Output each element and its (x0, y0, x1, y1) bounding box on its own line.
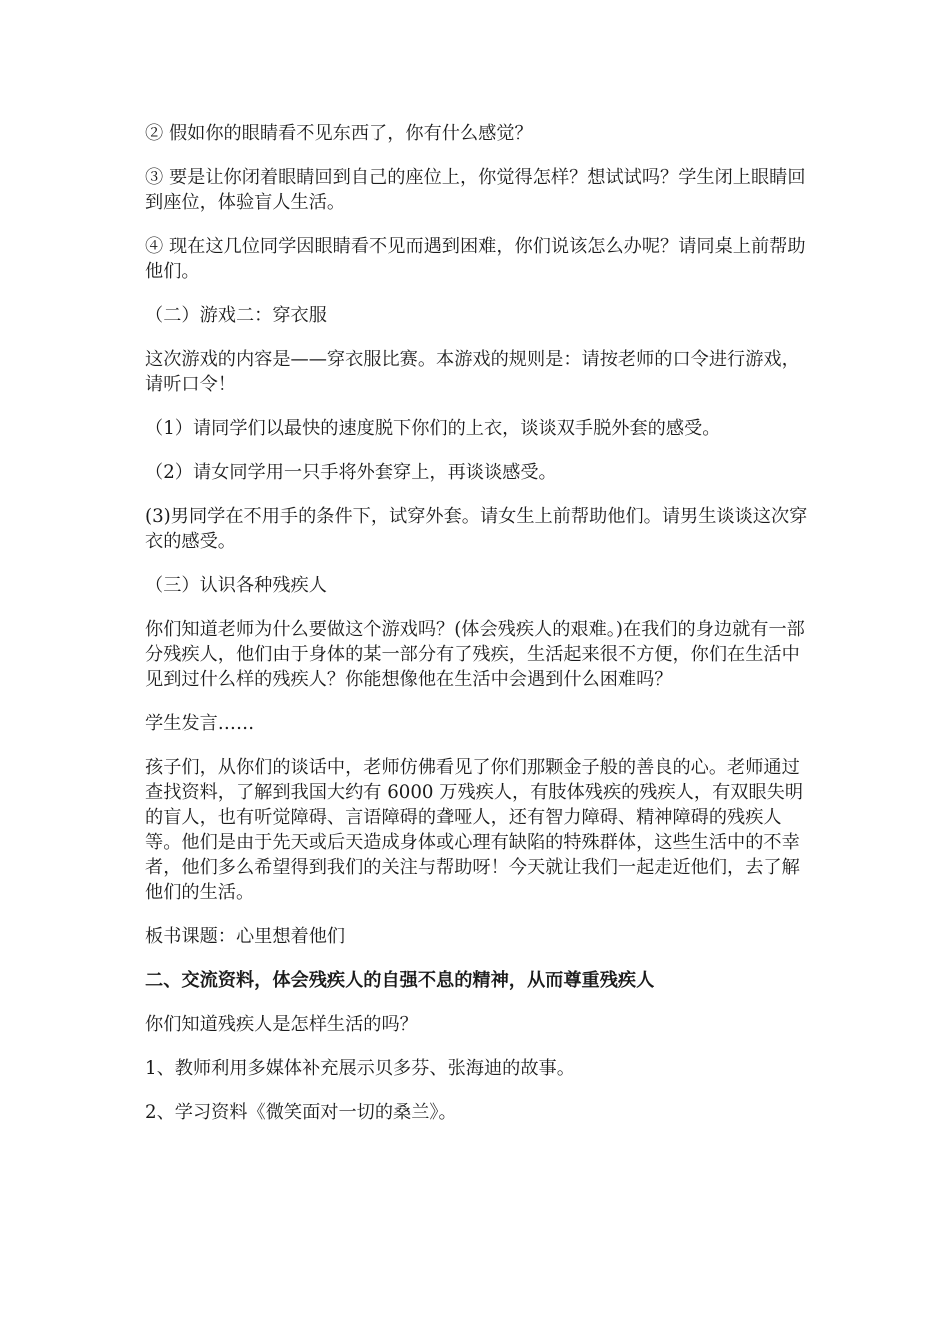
section-heading-disabled-people: （三）认识各种残疾人 (145, 575, 327, 596)
paragraph-13: 板书课题：心里想着他们 (145, 926, 346, 947)
paragraph-1: ② 假如你的眼睛看不见东西了，你有什么感觉？ (145, 123, 533, 144)
paragraph-15: 你们知道残疾人是怎样生活的吗？ (145, 1014, 418, 1035)
paragraph-2: ③ 要是让你闭着眼睛回到自己的座位上，你觉得怎样？想试试吗？学生闭上眼睛回到座位，体验盲人生活。 (145, 167, 806, 213)
section-heading-part-two: 二、交流资料，体会残疾人的自强不息的精神，从而尊重残疾人 (145, 970, 655, 991)
paragraph-7: （2）请女同学用一只手将外套穿上，再谈谈感受。 (145, 462, 557, 483)
paragraph-11: 学生发言…… (145, 713, 255, 734)
paragraph-16: 1、教师利用多媒体补充展示贝多芬、张海迪的故事。 (145, 1058, 575, 1079)
paragraph-6: （1）请同学们以最快的速度脱下你们的上衣，谈谈双手脱外套的感受。 (145, 418, 721, 439)
section-heading-game-two: （二）游戏二：穿衣服 (145, 305, 327, 326)
paragraph-5: 这次游戏的内容是——穿衣服比赛。本游戏的规则是：请按老师的口令进行游戏，请听口令！ (145, 349, 800, 395)
paragraph-8: (3)男同学在不用手的条件下，试穿外套。请女生上前帮助他们。请男生谈谈这次穿衣的感受。 (145, 506, 808, 552)
document-page (145, 121, 810, 1144)
paragraph-12: 孩子们，从你们的谈话中，老师仿佛看见了你们那颗金子般的善良的心。老师通过查找资料，了解到我国大约有 6000 万残疾人，有肢体残疾的残疾人，有双眼失明的盲人，也有听觉障碍、言语障碍的聋哑人，还有智力障碍、精神障碍的残疾人等。他们是由于先天或后天造成身体或心理有缺陷的特殊群体，这些生活中的不幸者，他们多么希望得到我们的关注与帮助呀！今天就让我们一起走近他们，去了解他们的生活。 (145, 757, 804, 903)
paragraph-3: ④ 现在这几位同学因眼睛看不见而遇到困难，你们说该怎么办呢？请同桌上前帮助他们。 (145, 236, 806, 282)
paragraph-17: 2、学习资料《微笑面对一切的桑兰》。 (145, 1102, 457, 1123)
paragraph-10: 你们知道老师为什么要做这个游戏吗？(体会残疾人的艰难。)在我们的身边就有一部分残疾人，他们由于身体的某一部分有了残疾，生活起来很不方便，你们在生活中见到过什么样的残疾人？你能想像他在生活中会遇到什么困难吗？ (145, 619, 805, 690)
